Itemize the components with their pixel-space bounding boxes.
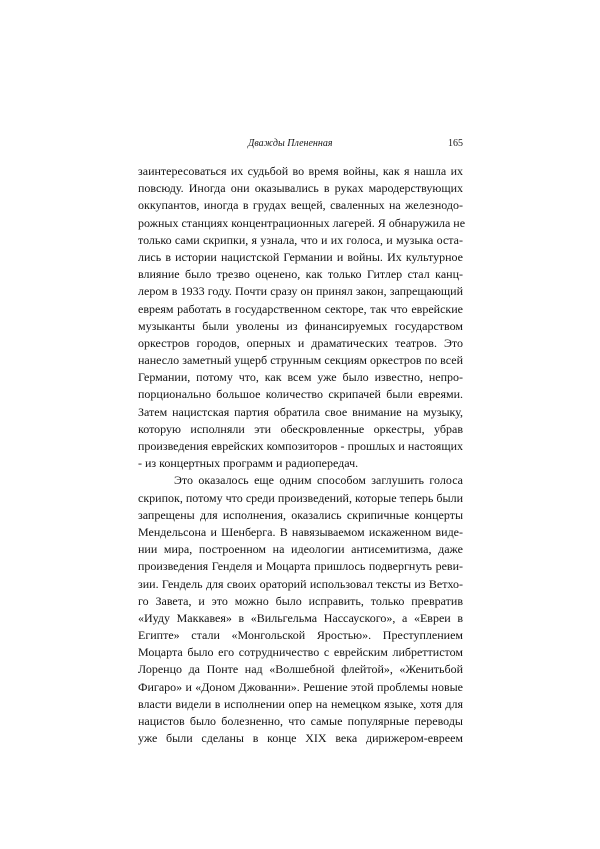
body-text [138, 163, 466, 747]
text-line: Мендельсона и Шенберга. В навязываемом искаженном виде- [138, 524, 463, 539]
text-line: го Завета, и это можно было исправить, только превратив [138, 593, 463, 608]
text-line: Египте» стали «Монгольской Яростью». Преступлением [138, 628, 463, 643]
running-head [138, 138, 463, 152]
text-line: лером в 1933 году. Почти сразу он принял закон, запрещающий [138, 284, 463, 299]
text-line: запрещены для исполнения, оказались скрипичные концерты [138, 507, 463, 522]
text-line: скрипок, потому что среди произведений, которые теперь были [138, 490, 463, 505]
text-line: которую исполняли эти обескровленные оркестры, убрав [138, 421, 463, 436]
text-line: власти видели в исполнении опер на немецком языке, хотя для [138, 696, 463, 711]
text-line: Затем нацистская партия обратила свое внимание на музыку, [138, 404, 463, 419]
text-line: Моцарта было его сотрудничество с еврейским либреттистом [138, 645, 463, 660]
text-line: нацистов было болезненно, что самые популярные переводы [138, 714, 463, 728]
text-line: уже были сделаны в конце XIX века дирижером-евреем [138, 731, 463, 746]
text-line: «Иуду Маккавея» в «Вильгельма Нассауского», а «Евреи в [138, 610, 463, 625]
text-line: евреям работать в государственном секторе, так что еврейские [138, 301, 463, 316]
text-line: произведения Генделя и Моцарта пришлось подвергнуть реви- [138, 559, 463, 574]
text-line: Фигаро» и «Доном Джованни». Решение этой проблемы новые [138, 679, 463, 694]
running-title: Дважды Плененная [248, 138, 333, 149]
text-line: нии мира, построенном на идеологии антисемитизма, даже [138, 542, 463, 557]
text-line: нанесло заметный ущерб струнным секциям оркестров по всей [138, 353, 463, 368]
text-line: оркестров городов, оперных и драматических театров. Это [138, 335, 463, 350]
text-line: влияние было трезво оценено, как только Гитлер стал канц- [138, 267, 463, 282]
text-line: Лоренцо да Понте над «Волшебной флейтой», «Женитьбой [138, 662, 463, 677]
paragraph-start-line: Это оказалось еще одним способом заглушить голоса [174, 473, 463, 488]
text-line: музыканты были уволены из финансируемых государством [138, 318, 463, 333]
text-line: произведения еврейских композиторов - прошлых и настоящих [138, 439, 463, 453]
text-line: заинтересоваться их судьбой во время войны, как я нашла их [138, 164, 463, 178]
text-line: порционально большое количество скрипачей были евреями. [138, 387, 463, 402]
page-number: 165 [448, 138, 463, 149]
text-line: лись в истории нацистской Германии и войны. Их культурное [138, 249, 463, 264]
text-line: оккупантов, иногда в грудах вещей, сваленных на железнодо- [138, 198, 463, 213]
text-line: повсюду. Иногда они оказывались в руках мародерствующих [138, 181, 463, 196]
paragraph-end-line: - из концертных программ и радиопередач. [138, 456, 359, 471]
text-line: рожных станциях концентрационных лагерей. Я обнаружила не [138, 215, 466, 230]
text-line: только сами скрипки, я узнала, что и их голоса, и музыка оста- [138, 232, 463, 247]
text-line: Германии, потому что, как всем уже было известно, непро- [138, 370, 463, 385]
text-line: зии. Гендель для своих ораторий использовал тексты из Ветхо- [138, 576, 463, 591]
